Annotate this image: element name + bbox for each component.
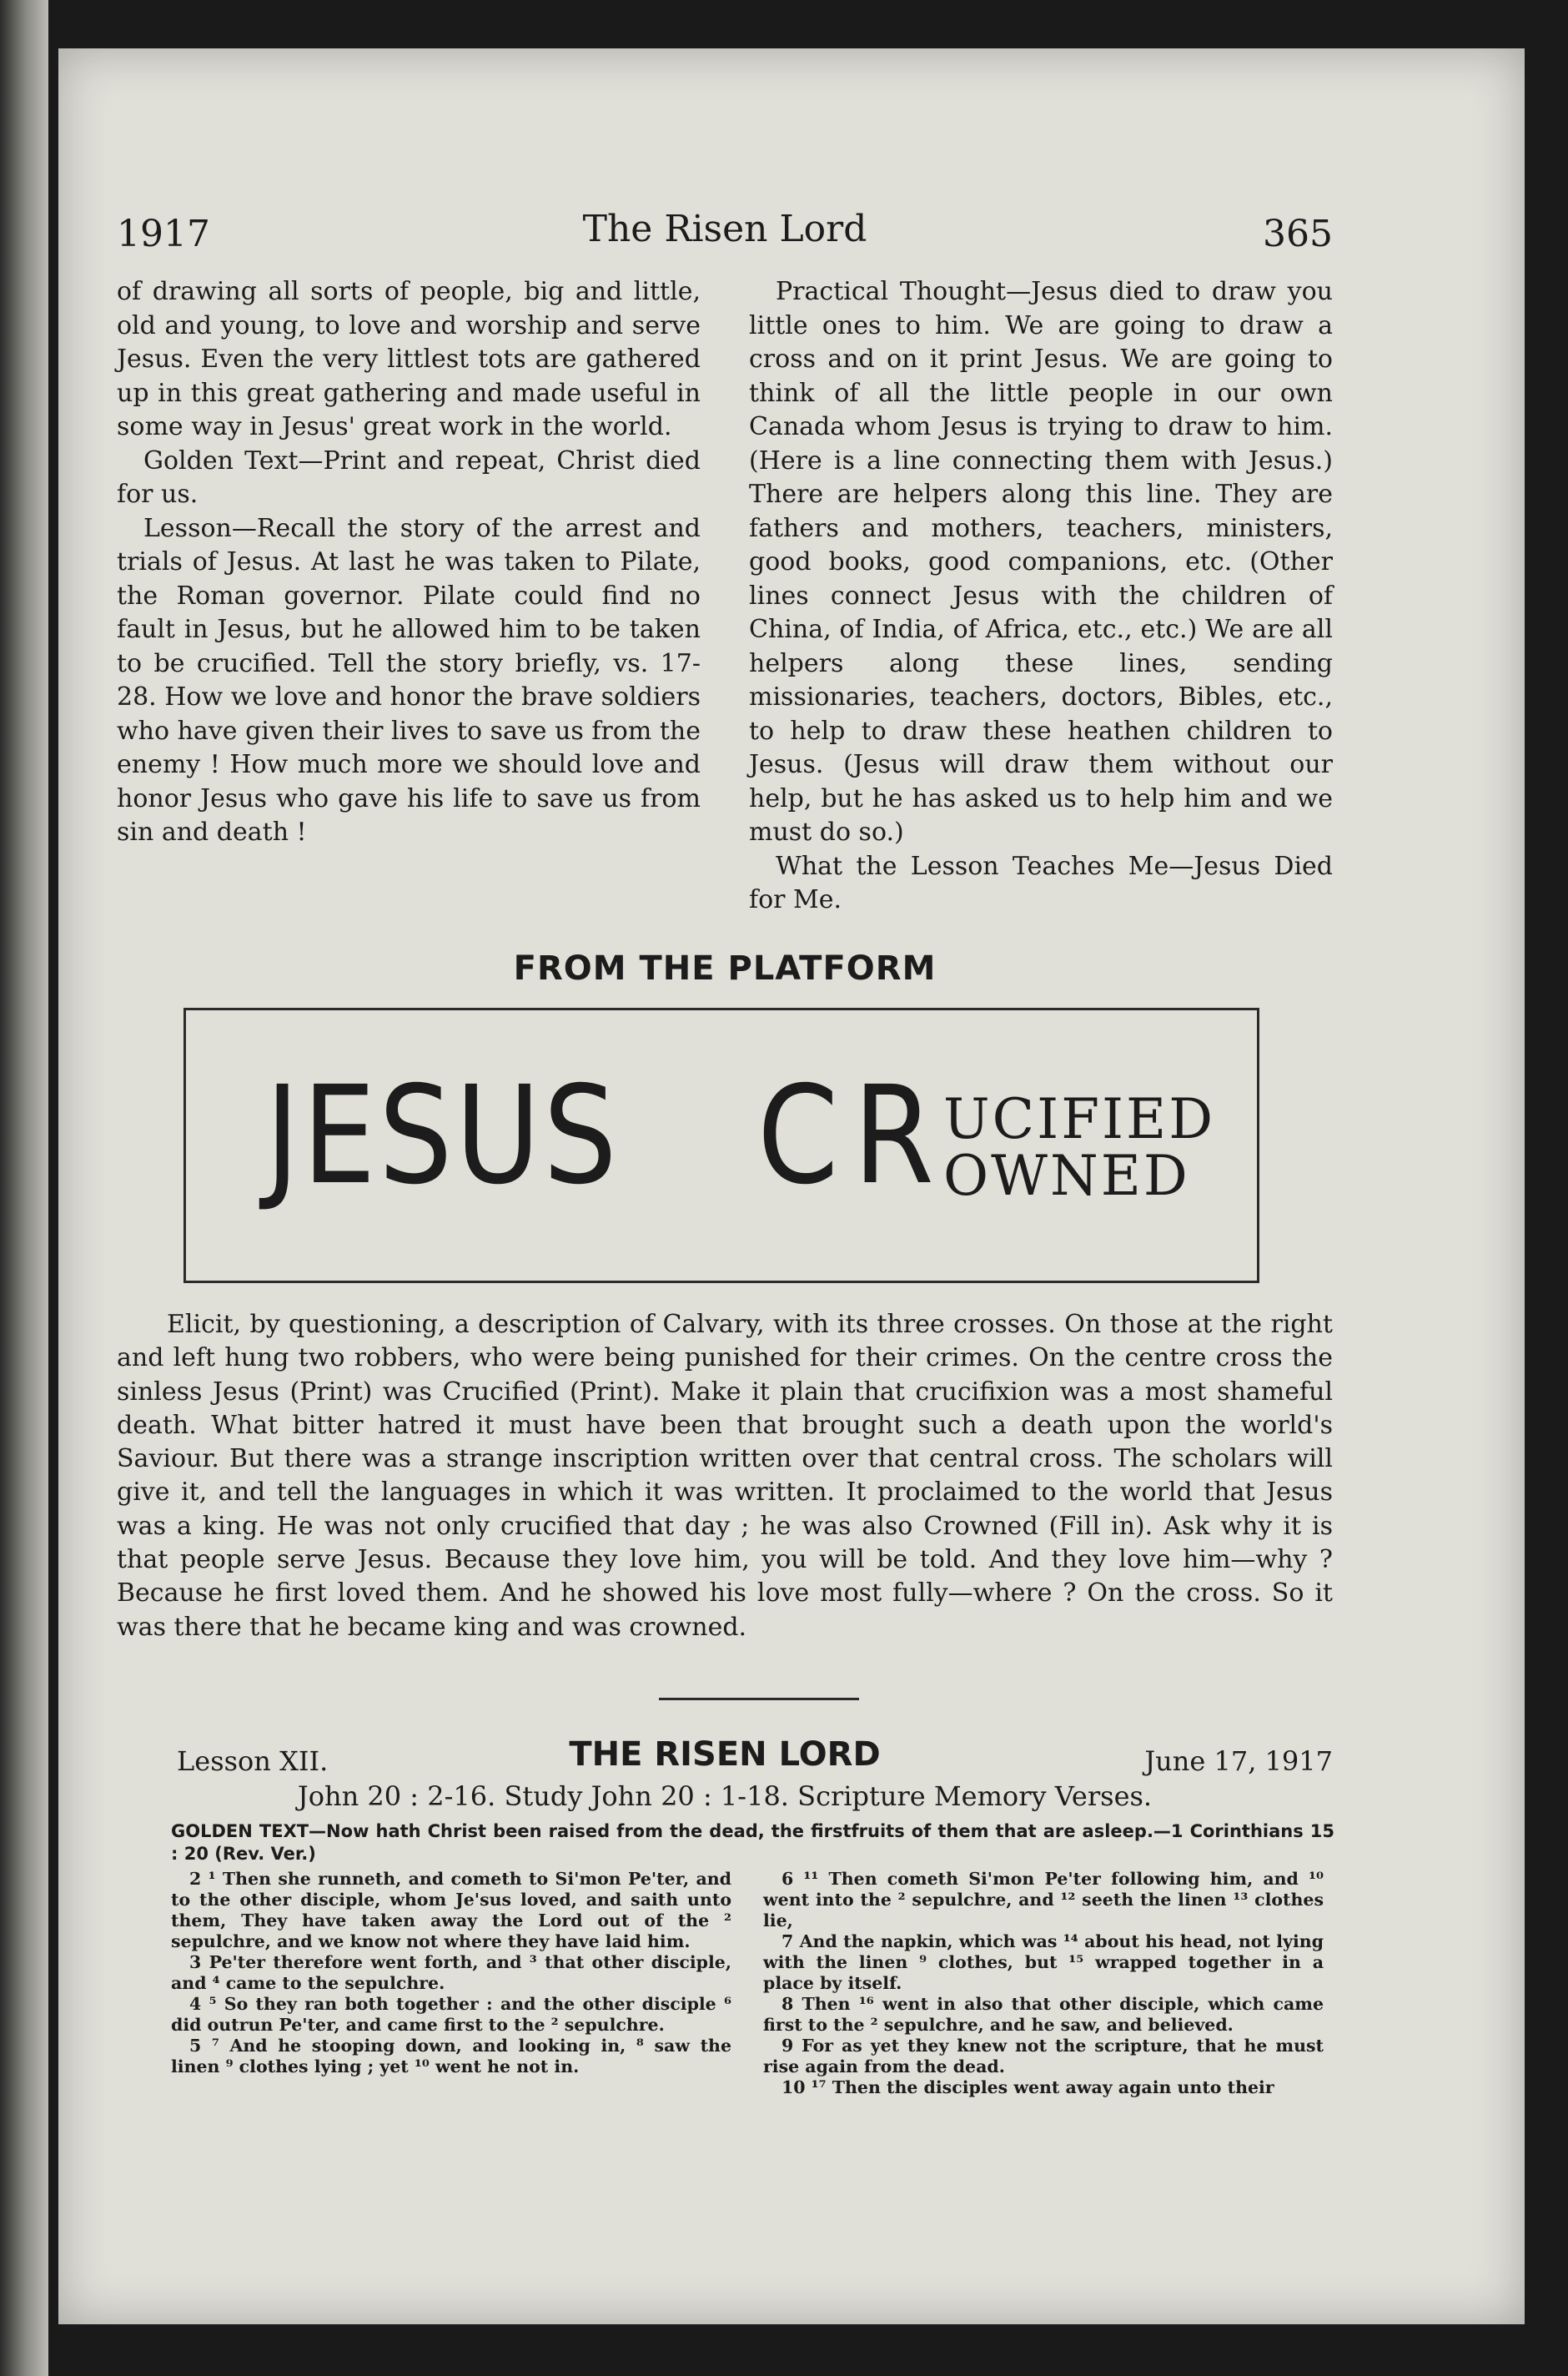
platform-suffix-ucified: UCIFIED [943, 1087, 1216, 1151]
right-paragraph-lesson-teaches: What the Lesson Teaches Me—Jesus Died for Me. [749, 851, 1333, 914]
verse-3: 3 Pe'ter therefore went forth, and ³ that other disciple, and ⁴ came to the sepulchre. [171, 1952, 731, 1993]
platform-suffix-owned: OWNED [943, 1144, 1190, 1208]
platform-letter-c: C [757, 1058, 839, 1215]
verse-7: 7 And the napkin, which was ¹⁴ about his head, not lying with the linen ⁹ clothes, but ¹⁵ wrapped together in a place by itself. [763, 1931, 1324, 1993]
verse-2: 2 ¹ Then she runneth, and cometh to Si'mon Pe'ter, and to the other disciple, whom Je'sus loved, and saith unto them, They have taken away the Lord out of the ² sepulchre, and we know not where they have laid him. [171, 1869, 731, 1951]
verse-6: 6 ¹¹ Then cometh Si'mon Pe'ter following him, and ¹⁰ went into the ² sepulchre, and ¹² seeth the linen ¹³ clothes lie, [763, 1869, 1324, 1930]
header-year: 1917 [117, 213, 210, 255]
lesson-number: Lesson XII. [177, 1745, 329, 1777]
right-paragraph-practical-thought: Practical Thought—Jesus died to draw you little ones to him. We are going to draw a cross and on it print Jesus. We are going to think of all the little people in our own Canada whom Jesus is trying to draw to him. (Here is a line connecting them with Jesus.) There are helpers along this line. They are fathers and mothers, teachers, ministers, good books, good companions, etc. (Other lines connect Jesus with the children of China, of India, of Africa, etc., etc.) We are all helpers along these lines, sending missionaries, teachers, doctors, Bibles, etc., to help to draw these heathen children to Jesus. (Jesus will draw them without our help, but he has asked us to help him and we must do so.) [749, 277, 1333, 847]
verse-10: 10 ¹⁷ Then the disciples went away again unto their [781, 2077, 1274, 2097]
lesson-title: THE RISEN LORD [569, 1735, 881, 1774]
platform-letter-r: R [853, 1058, 934, 1215]
left-paragraph-lesson: Lesson—Recall the story of the arrest and trials of Jesus. At last he was taken to Pilate, the Roman governor. Pilate could find no fault in Jesus, but he allowed him to be taken to be crucified. Tell the story briefly, vs. 17-28. How we love and honor the brave soldiers who have given their lives to save us from the enemy ! How much more we should love and honor Jesus who gave his life to save us from sin and death ! [117, 513, 701, 847]
verses-left-column [171, 1869, 731, 2077]
verse-5: 5 ⁷ And he stooping down, and looking in, ⁸ saw the linen ⁹ clothes lying ; yet ¹⁰ went he not in. [171, 2036, 731, 2076]
right-column [749, 275, 1333, 918]
verse-9: 9 For as yet they knew not the scripture, that he must rise again from the dead. [763, 2036, 1324, 2076]
left-paragraph-golden-text: Golden Text—Print and repeat, Christ died for us. [117, 446, 701, 509]
platform-heading: FROM THE PLATFORM [513, 949, 937, 988]
platform-diagram-box [183, 1008, 1259, 1283]
adjacent-page-edge [0, 0, 48, 2376]
platform-word-jesus: JESUS [265, 1058, 621, 1215]
scripture-verses [171, 1869, 1334, 2119]
lesson-date: June 17, 1917 [1144, 1745, 1333, 1777]
left-column [117, 275, 701, 850]
running-header [117, 196, 1333, 271]
left-paragraph-1: of drawing all sorts of people, big and little, old and young, to love and worship and serve Jesus. Even the very littlest tots are gathered up in this great gathering and made useful in some way in Jesus' great work in the world. [117, 277, 701, 441]
elicit-paragraph: Elicit, by questioning, a description of Calvary, with its three crosses. On those at the right and left hung two robbers, who were being punished for their crimes. On the centre cross the sinless Jesus (Print) was Crucified (Print). Make it plain that crucifixion was a most shameful death. What bitter hatred it must have been that brought such a death upon the world's Saviour. But there was a strange inscription written over that central cross. The scholars will give it, and tell the languages in which it was written. It proclaimed to the world that Jesus was a king. He was not only crucified that day ; he was also Crowned (Fill in). Ask why it is that people serve Jesus. Because they love him, you will be told. And they love him—why ? Because he first loved them. And he showed his love most fully—where ? On the cross. So it was there that he became king and was crowned. [117, 1310, 1333, 1642]
verses-right-column [763, 1869, 1324, 2098]
two-column-text [117, 275, 1333, 943]
header-title: The Risen Lord [582, 208, 867, 250]
golden-text: GOLDEN TEXT—Now hath Christ been raised from the dead, the firstfruits of them that are asleep.—1 Corinthians 15 : 20 (Rev. Ver.) [171, 1821, 1334, 1864]
section-divider [659, 1698, 859, 1700]
verse-8: 8 Then ¹⁶ went in also that other disciple, which came first to the ² sepulchre, and he saw, and believed. [763, 1994, 1324, 2035]
platform-explanation [117, 1308, 1333, 1644]
verse-4: 4 ⁵ So they ran both together : and the other disciple ⁶ did outrun Pe'ter, and came first to the ² sepulchre. [171, 1994, 731, 2035]
page-number: 365 [1263, 213, 1333, 255]
lesson-heading-row [117, 1735, 1333, 1782]
lesson-study-line: John 20 : 2-16. Study John 20 : 1-18. Scripture Memory Verses. [297, 1780, 1153, 1812]
